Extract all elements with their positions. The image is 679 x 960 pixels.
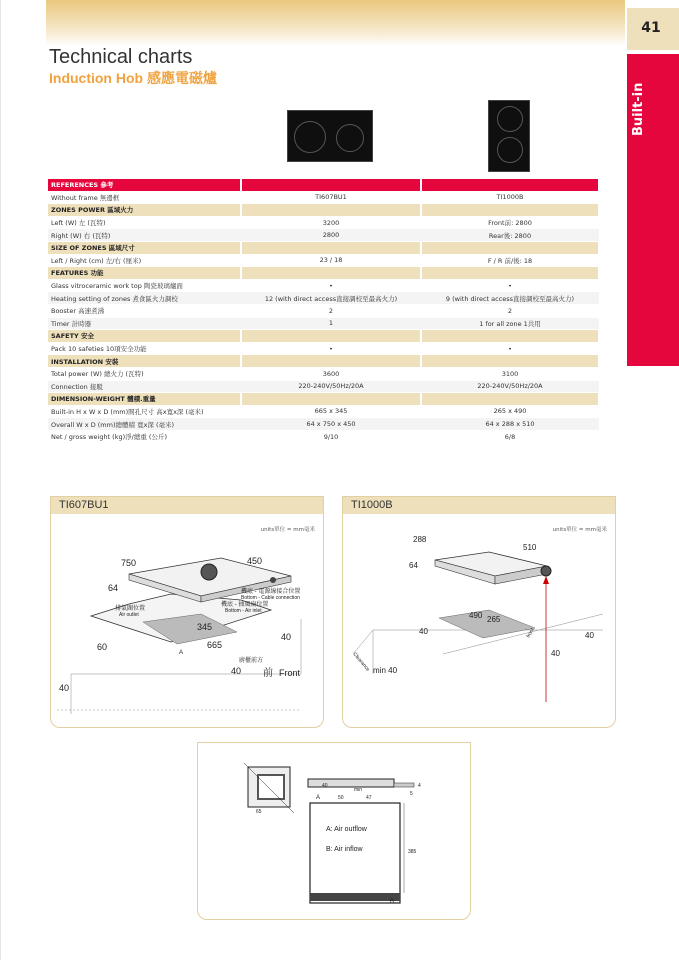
label-cable-en: Bottom - Cable connection xyxy=(241,595,300,601)
table-cell: Left / Right (cm) 左/右 (厘米) xyxy=(48,254,241,267)
table-section-row xyxy=(48,330,599,343)
table-cell: 12 (with direct access直接調校至最高火力) xyxy=(241,292,421,305)
table-cell: Glass vitroceramic work top 陶瓷玻璃爐面 xyxy=(48,279,241,292)
table-header-row xyxy=(48,179,599,191)
units-note: units單位 = mm毫米 xyxy=(260,527,315,533)
table-cell xyxy=(421,204,599,217)
dim-64: 64 xyxy=(108,583,119,593)
page-number-box xyxy=(627,8,679,50)
table-row xyxy=(48,191,599,204)
label-air-outlet-cn: 排氣閥位置 xyxy=(115,606,146,612)
label-cable-cn: 機底 - 電源線接合位置 xyxy=(241,589,301,595)
table-cell: Left (W) 左 (瓦特) xyxy=(48,216,241,229)
label-air-outlet-en: Air outlet xyxy=(119,612,139,618)
label-b-mark: B xyxy=(390,899,395,905)
dim-65: 65 xyxy=(256,809,262,815)
table-cell: Rear後: 2800 xyxy=(421,229,599,242)
table-cell xyxy=(421,355,599,368)
table-cell: INSTALLATION 安裝 xyxy=(48,355,241,368)
units-note: units單位 = mm毫米 xyxy=(552,527,607,533)
table-cell xyxy=(241,267,421,280)
dim-40-front: 40 xyxy=(231,666,242,676)
table-cell: 23 / 18 xyxy=(241,254,421,267)
dim-min: min xyxy=(354,787,363,793)
table-cell: FEATURES 功能 xyxy=(48,267,241,280)
table-section-row xyxy=(48,241,599,254)
label-front: front xyxy=(525,627,536,639)
table-cell: Net / gross weight (kg)淨/總重 (公斤) xyxy=(48,430,241,443)
table-cell: 665 x 345 xyxy=(241,405,421,418)
table-cell: 9/10 xyxy=(241,430,421,443)
table-cell: • xyxy=(241,279,421,292)
dim-40-left: 40 xyxy=(419,627,428,636)
hob-photo-ti1000b xyxy=(488,100,530,172)
table-cell xyxy=(241,330,421,343)
table-row xyxy=(48,229,599,242)
table-cell: TI607BU1 xyxy=(241,191,421,204)
table-cell: Built-in H x W x D (mm)開孔尺寸 高x寬x深 (毫米) xyxy=(48,405,241,418)
table-cell: Booster 高速煮沸 xyxy=(48,304,241,317)
page-edge xyxy=(0,0,1,960)
table-cell xyxy=(421,330,599,343)
dim-750: 750 xyxy=(121,558,137,568)
table-cell: 1 xyxy=(241,317,421,330)
dim-288: 288 xyxy=(413,535,427,544)
label-front-en: Front xyxy=(279,668,301,678)
table-row xyxy=(48,279,599,292)
installation-drawing xyxy=(198,743,470,919)
dim-40-front: 40 xyxy=(551,649,560,658)
dim-40-right: 40 xyxy=(281,632,292,642)
dim-265: 265 xyxy=(487,615,501,624)
table-cell: 265 x 490 xyxy=(421,405,599,418)
table-row xyxy=(48,342,599,355)
diagram-ti607bu1 xyxy=(50,496,324,728)
table-cell: Timer 計時器 xyxy=(48,317,241,330)
table-cell: 3200 xyxy=(241,216,421,229)
table-cell: 64 x 288 x 510 xyxy=(421,418,599,431)
table-header-cell xyxy=(421,179,599,191)
table-row xyxy=(48,418,599,431)
table-cell: TI1000B xyxy=(421,191,599,204)
table-cell: Heating setting of zones 煮食區火力調校 xyxy=(48,292,241,305)
page-title: Technical charts xyxy=(49,46,193,68)
page-subtitle: Induction Hob 感應電磁爐 xyxy=(49,70,217,86)
header-band xyxy=(46,0,625,46)
diagram-ti1000b xyxy=(342,496,616,728)
dim-40-left: 40 xyxy=(59,683,70,693)
label-inlet-en: Bottom - Air inlet xyxy=(225,608,262,614)
dim-47: 47 xyxy=(366,795,372,801)
table-row xyxy=(48,405,599,418)
dim-385: 385 xyxy=(408,849,417,855)
table-cell: SIZE OF ZONES 區域尺寸 xyxy=(48,241,241,254)
label-air-outflow: A: Air outflow xyxy=(326,826,367,833)
table-section-row xyxy=(48,355,599,368)
dim-665: 665 xyxy=(207,640,223,650)
table-cell xyxy=(421,393,599,406)
label-front-pre: 前 xyxy=(263,668,273,679)
label-a-mark: A xyxy=(316,795,321,801)
table-cell: 2 xyxy=(241,304,421,317)
table-cell: 64 x 750 x 450 xyxy=(241,418,421,431)
dim-450: 450 xyxy=(247,556,263,566)
table-row xyxy=(48,430,599,443)
table-section-row xyxy=(48,204,599,217)
table-cell: Pack 10 safeties 10項安全功能 xyxy=(48,342,241,355)
diagram-title: TI1000B xyxy=(343,497,615,514)
table-cell: 3600 xyxy=(241,367,421,380)
table-row xyxy=(48,292,599,305)
page-number: 41 xyxy=(641,20,661,36)
installation-diagram xyxy=(197,742,471,920)
label-a: A xyxy=(179,650,184,656)
dim-60: 60 xyxy=(97,642,108,652)
table-cell: Total power (W) 總火力 (瓦特) xyxy=(48,367,241,380)
dim-40-right: 40 xyxy=(585,631,594,640)
table-cell: ZONES POWER 區域火力 xyxy=(48,204,241,217)
table-section-row xyxy=(48,393,599,406)
dim-510: 510 xyxy=(523,543,537,552)
table-cell xyxy=(241,241,421,254)
dimension-drawing xyxy=(51,514,323,726)
table-cell: 2 xyxy=(421,304,599,317)
table-cell: F / R 前/後: 18 xyxy=(421,254,599,267)
table-row xyxy=(48,317,599,330)
table-row xyxy=(48,380,599,393)
table-cell: Connection 接駁 xyxy=(48,380,241,393)
table-cell: • xyxy=(421,342,599,355)
table-cell: 2800 xyxy=(241,229,421,242)
label-clearance: Clearance xyxy=(351,651,371,673)
table-section-row xyxy=(48,267,599,280)
table-cell: 6/8 xyxy=(421,430,599,443)
dim-50: 50 xyxy=(338,795,344,801)
table-cell: Without frame 無邊框 xyxy=(48,191,241,204)
table-row xyxy=(48,254,599,267)
table-cell xyxy=(421,241,599,254)
table-cell: 220-240V/50Hz/20A xyxy=(241,380,421,393)
hob-photo-ti607bu1 xyxy=(287,110,373,162)
label-inlet-cn: 機底 - 抽風扇位置 xyxy=(221,602,269,608)
section-tab-label: Built-in xyxy=(631,82,646,136)
label-front-cn: 廚櫃前方 xyxy=(239,658,264,664)
table-cell: SAFETY 安全 xyxy=(48,330,241,343)
label-air-inflow: B: Air inflow xyxy=(326,846,363,853)
dim-4: 4 xyxy=(418,783,421,789)
table-cell xyxy=(421,267,599,280)
dimension-drawing xyxy=(343,514,615,726)
table-cell xyxy=(241,393,421,406)
table-cell: Overall W x D (mm)總體積 寬x深 (毫米) xyxy=(48,418,241,431)
table-cell: DIMENSION-WEIGHT 體積.重量 xyxy=(48,393,241,406)
table-cell: 220-240V/50Hz/20A xyxy=(421,380,599,393)
table-header-cell xyxy=(241,179,421,191)
table-cell: 9 (with direct access直接調校至最高火力) xyxy=(421,292,599,305)
table-cell: Right (W) 右 (瓦特) xyxy=(48,229,241,242)
dim-345: 345 xyxy=(197,622,213,632)
table-row xyxy=(48,216,599,229)
table-row xyxy=(48,304,599,317)
spec-table xyxy=(48,179,600,443)
dim-40: 40 xyxy=(322,783,328,789)
dim-490: 490 xyxy=(469,611,483,620)
dim-min-40: min 40 xyxy=(373,666,398,675)
table-cell: • xyxy=(421,279,599,292)
diagram-title: TI607BU1 xyxy=(51,497,323,514)
table-cell xyxy=(241,355,421,368)
table-row xyxy=(48,367,599,380)
dim-5: 5 xyxy=(410,791,413,797)
table-cell: Front前: 2800 xyxy=(421,216,599,229)
table-header-cell: REFERENCES 參考 xyxy=(48,179,241,191)
dim-64: 64 xyxy=(409,561,418,570)
table-cell xyxy=(241,204,421,217)
table-cell: 1 for all zone 1共用 xyxy=(421,317,599,330)
table-cell: 3100 xyxy=(421,367,599,380)
table-cell: • xyxy=(241,342,421,355)
